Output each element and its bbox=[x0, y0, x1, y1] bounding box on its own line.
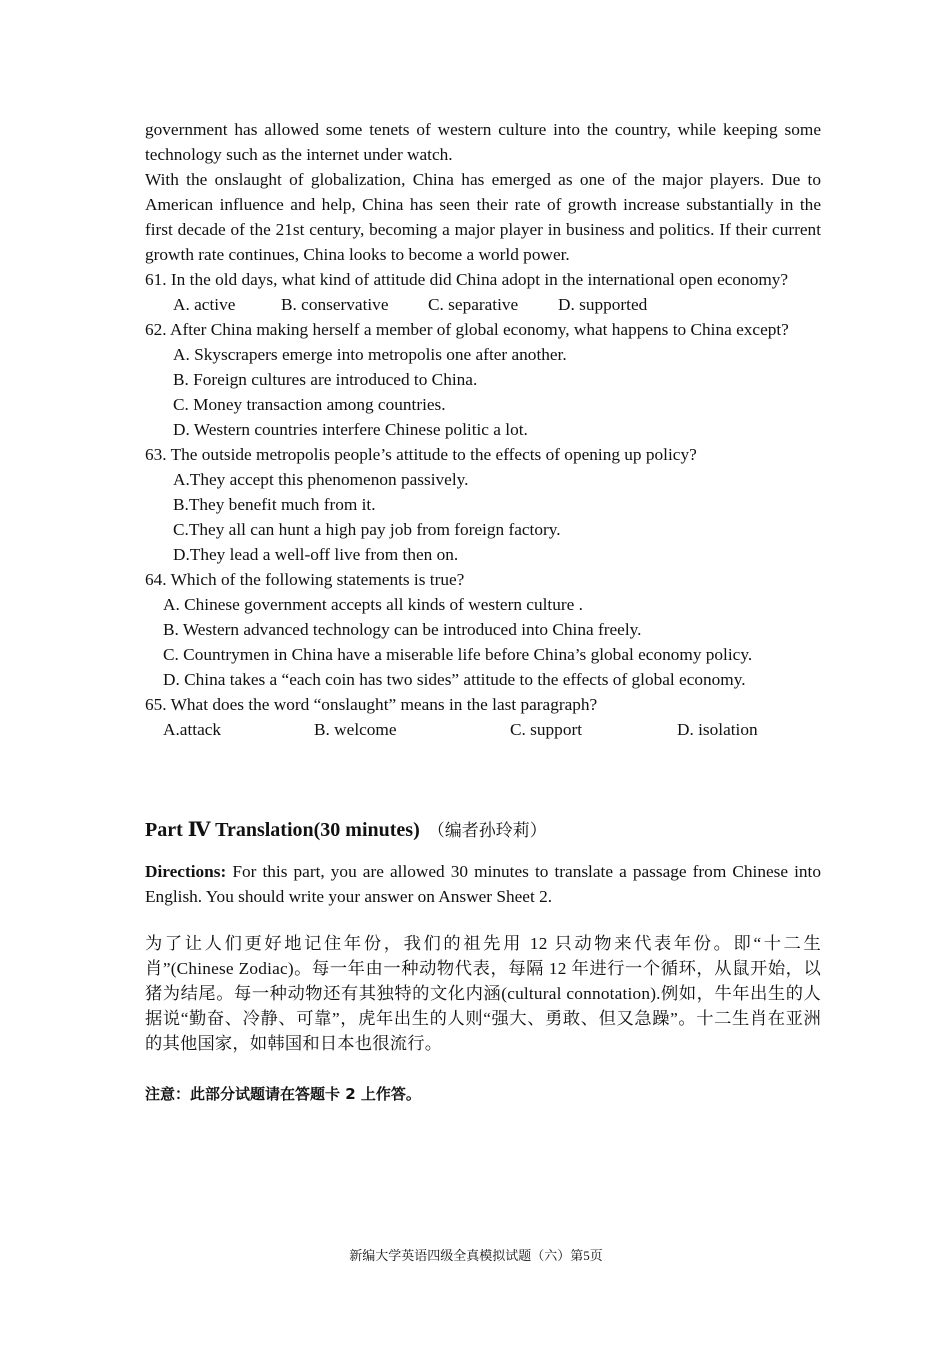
question-65-option-c: C. support bbox=[510, 720, 583, 739]
directions-text: For this part, you are allowed 30 minutes to translate a passage from Chinese into English. You should write your answer on Answer Sheet 2. bbox=[145, 862, 821, 906]
part-4-author: （编者孙玲莉） bbox=[427, 821, 547, 840]
question-63-option-d: D.They lead a well-off live from then on. bbox=[173, 545, 459, 564]
question-65-option-b: B. welcome bbox=[314, 720, 397, 739]
question-64-option-a: A. Chinese government accepts all kinds of western culture . bbox=[163, 595, 583, 614]
question-63-option-c: C.They all can hunt a high pay job from foreign factory. bbox=[173, 520, 561, 539]
question-61-stem: 61. In the old days, what kind of attitude did China adopt in the international open economy? bbox=[145, 270, 789, 289]
passage-paragraph-1: government has allowed some tenets of western culture into the country, while keeping some technology such as the internet under watch. bbox=[145, 120, 821, 164]
question-64-stem: 64. Which of the following statements is true? bbox=[145, 570, 465, 589]
question-65-options bbox=[145, 717, 821, 742]
question-65-option-d: D. isolation bbox=[677, 720, 758, 739]
question-64-option-c: C. Countrymen in China have a miserable life before China’s global economy policy. bbox=[163, 645, 753, 664]
question-61-option-d: D. supported bbox=[558, 295, 648, 314]
part-4-heading bbox=[145, 816, 821, 845]
question-64-option-b: B. Western advanced technology can be introduced into China freely. bbox=[163, 620, 642, 639]
question-61-option-a: A. active bbox=[173, 295, 236, 314]
question-62-stem: 62. After China making herself a member of global economy, what happens to China except? bbox=[145, 320, 789, 339]
question-65-option-a: A.attack bbox=[163, 720, 222, 739]
question-65-stem: 65. What does the word “onslaught” means in the last paragraph? bbox=[145, 695, 598, 714]
directions-paragraph bbox=[145, 859, 821, 909]
question-63-option-a: A.They accept this phenomenon passively. bbox=[173, 470, 469, 489]
question-62-option-b: B. Foreign cultures are introduced to China. bbox=[173, 370, 478, 389]
page-content bbox=[145, 117, 821, 1107]
passage-paragraph-2: With the onslaught of globalization, China has emerged as one of the major players. Due to American influence and help, China has seen their rate of growth increase substantially in the first decade of the 21st century, becoming a major player in business and politics. If their current growth rate continues, China looks to become a world power. bbox=[145, 170, 821, 264]
question-63-option-b: B.They benefit much from it. bbox=[173, 495, 376, 514]
page-footer: 新编大学英语四级全真模拟试题（六）第5页 bbox=[349, 1248, 603, 1263]
directions-label: Directions: bbox=[145, 862, 227, 881]
answer-sheet-note: 注意：此部分试题请在答题卡 2 上作答。 bbox=[145, 1085, 421, 1103]
chinese-passage: 为了让人们更好地记住年份，我们的祖先用 12 只动物来代表年份。即“十二生肖”(Chinese Zodiac)。每一年由一种动物代表，每隔 12 年进行一个循环，从鼠开始，以猪为结尾。每一种动物还有其独特的文化内涵(cultural connotation).例如，牛年出生的人据说“勤奋、冷静、可靠”，虎年出生的人则“强大、勇敢、但又急躁”。十二生肖在亚洲的其他国家，如韩国和日本也很流行。 bbox=[145, 934, 821, 1053]
question-62-option-d: D. Western countries interfere Chinese politic a lot. bbox=[173, 420, 528, 439]
question-62-option-c: C. Money transaction among countries. bbox=[173, 395, 446, 414]
question-61-options bbox=[145, 292, 821, 317]
question-63-stem: 63. The outside metropolis people’s attitude to the effects of opening up policy? bbox=[145, 445, 697, 464]
part-4-title: Part Ⅳ Translation(30 minutes) bbox=[145, 819, 420, 841]
question-61-option-b: B. conservative bbox=[281, 295, 389, 314]
question-61-option-c: C. separative bbox=[428, 295, 519, 314]
question-62-option-a: A. Skyscrapers emerge into metropolis one after another. bbox=[173, 345, 567, 364]
question-64-option-d: D. China takes a “each coin has two sides” attitude to the effects of global economy. bbox=[163, 670, 746, 689]
